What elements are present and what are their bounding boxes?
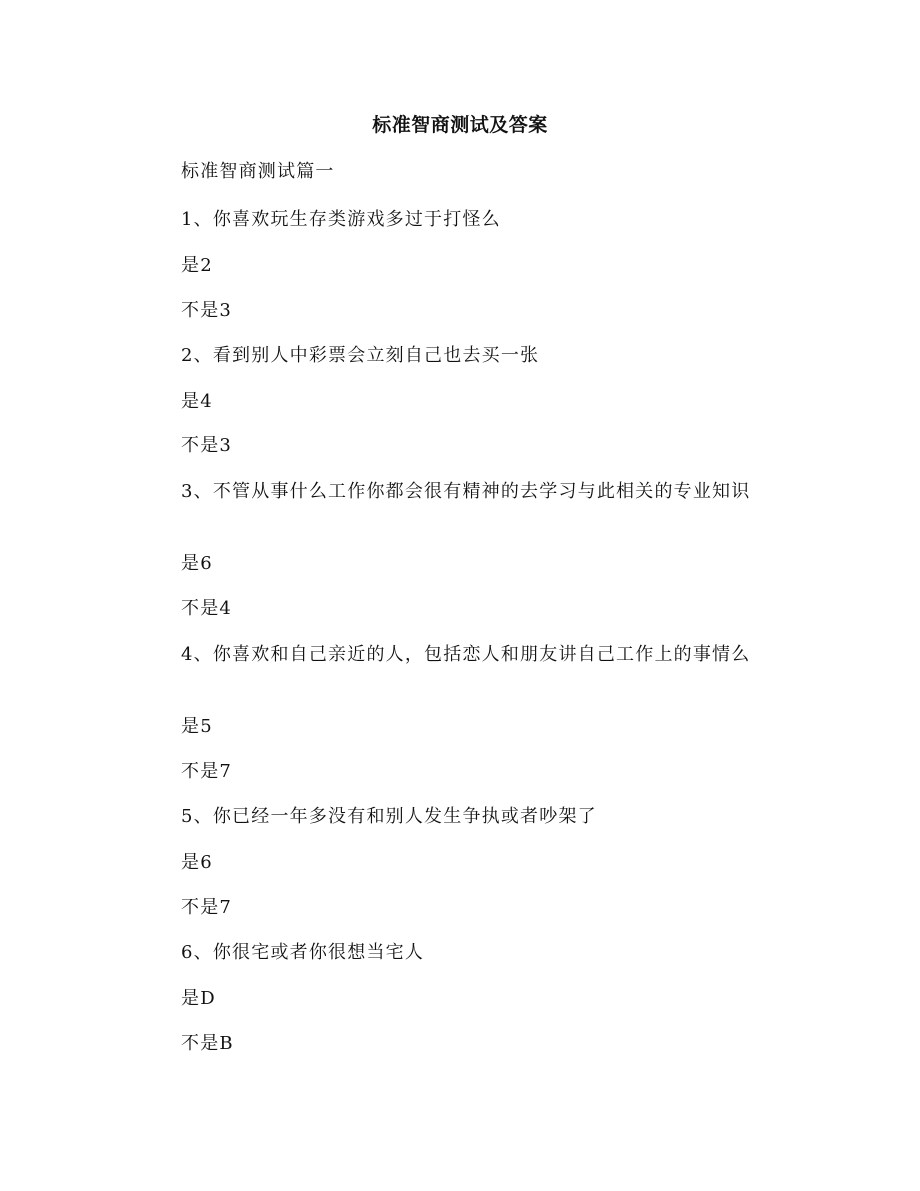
- answer-yes-6: 是D: [181, 988, 216, 1009]
- answer-yes-4: 是5: [181, 716, 213, 737]
- question-2: 2、看到别人中彩票会立刻自己也去买一张: [181, 345, 540, 366]
- answer-yes-5: 是6: [181, 852, 213, 873]
- answer-no-6: 不是B: [181, 1033, 234, 1054]
- answer-yes-2: 是4: [181, 391, 213, 412]
- answer-no-4: 不是7: [181, 761, 233, 782]
- question-1: 1、你喜欢玩生存类游戏多过于打怪么: [181, 209, 501, 230]
- question-3: 3、不管从事什么工作你都会很有精神的去学习与此相关的专业知识: [181, 481, 751, 502]
- question-6: 6、你很宅或者你很想当宅人: [181, 942, 425, 963]
- answer-no-2: 不是3: [181, 435, 233, 456]
- question-5: 5、你已经一年多没有和别人发生争执或者吵架了: [181, 806, 597, 827]
- answer-no-3: 不是4: [181, 598, 233, 619]
- answer-no-1: 不是3: [181, 300, 233, 321]
- answer-yes-1: 是2: [181, 255, 213, 276]
- question-4: 4、你喜欢和自己亲近的人，包括恋人和朋友讲自己工作上的事情么: [181, 644, 751, 665]
- answer-yes-3: 是6: [181, 553, 213, 574]
- document-title: 标准智商测试及答案: [372, 114, 548, 136]
- answer-no-5: 不是7: [181, 897, 233, 918]
- section-heading: 标准智商测试篇一: [181, 161, 335, 182]
